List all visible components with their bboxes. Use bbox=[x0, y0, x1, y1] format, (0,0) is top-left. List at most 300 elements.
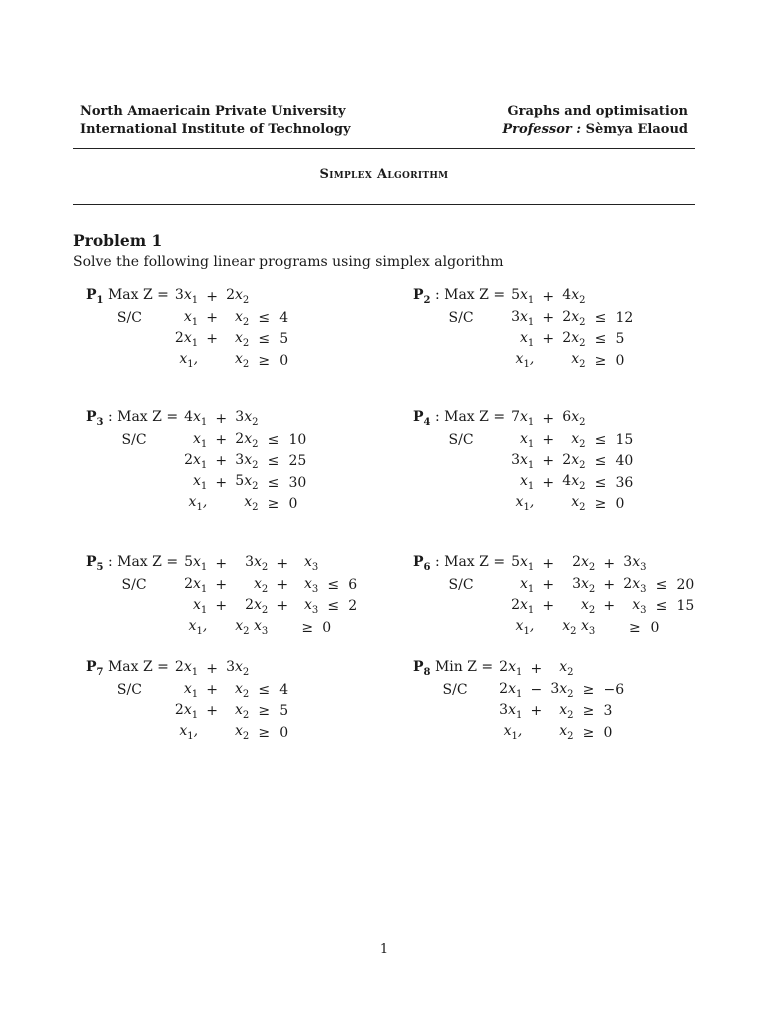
operator: + bbox=[215, 598, 228, 615]
variable-x2: $x_2$ bbox=[581, 575, 596, 595]
coefficient: 5 bbox=[235, 473, 245, 490]
coefficient: 5 bbox=[511, 287, 520, 304]
relation: ≤ bbox=[258, 681, 271, 698]
constraint-term bbox=[224, 329, 251, 350]
coefficient: 3 bbox=[572, 575, 581, 592]
linear-program-p5 bbox=[86, 553, 357, 638]
operator: + bbox=[542, 474, 555, 491]
spacer bbox=[86, 350, 173, 371]
variable-x2: $x_2$ bbox=[581, 554, 596, 574]
spacer bbox=[200, 722, 224, 743]
variable-x3: $x_3$ bbox=[632, 554, 647, 574]
constraint-term bbox=[182, 596, 209, 617]
coefficient: 2 bbox=[562, 308, 572, 325]
objective-term bbox=[233, 408, 260, 429]
header-right bbox=[502, 103, 688, 139]
rhs-value: 3 bbox=[603, 703, 613, 720]
nonneg-variable bbox=[233, 617, 270, 638]
program-sep: : bbox=[103, 409, 113, 426]
operator: + bbox=[206, 288, 218, 305]
constraint-term bbox=[560, 429, 587, 450]
relation: ≤ bbox=[267, 474, 280, 491]
objective-term bbox=[224, 286, 251, 307]
operator: + bbox=[542, 555, 555, 572]
relation: ≤ bbox=[594, 431, 607, 448]
operator: + bbox=[542, 431, 555, 448]
operator: + bbox=[530, 703, 543, 720]
coefficient: 2 bbox=[572, 554, 581, 571]
variable-x3: $x_3$ bbox=[576, 618, 596, 637]
nonneg-variable bbox=[182, 617, 209, 638]
program-id bbox=[86, 659, 104, 679]
coefficient: 2 bbox=[562, 451, 572, 468]
relation: ≥ bbox=[258, 703, 271, 720]
coefficient: 6 bbox=[562, 409, 572, 426]
coefficient: 2 bbox=[174, 701, 184, 718]
program-letter: P bbox=[413, 409, 424, 426]
operator: + bbox=[215, 410, 228, 427]
problem-title: Problem 1 bbox=[73, 231, 163, 250]
objective-label bbox=[86, 408, 182, 429]
variable-x1: $x_1$ bbox=[192, 451, 208, 471]
relation: ≤ bbox=[655, 576, 668, 593]
coefficient: 4 bbox=[184, 409, 193, 426]
constraint-term bbox=[497, 679, 524, 700]
operator: + bbox=[603, 598, 616, 615]
objective-term bbox=[548, 658, 575, 679]
constraint-term bbox=[621, 596, 648, 617]
operator: + bbox=[215, 474, 228, 491]
variable-x2: $x_2$ bbox=[235, 723, 250, 742]
constraint-term bbox=[224, 701, 251, 722]
operator: + bbox=[542, 453, 555, 470]
operator: + bbox=[542, 410, 555, 427]
coefficient: 4 bbox=[562, 473, 572, 490]
operator: + bbox=[542, 331, 555, 348]
operator: + bbox=[542, 309, 555, 326]
coefficient: 3 bbox=[235, 409, 245, 426]
st-label: S/C bbox=[116, 681, 142, 698]
nonneg-variable bbox=[497, 722, 524, 743]
coefficient: 2 bbox=[499, 680, 509, 697]
coefficient: 2 bbox=[562, 329, 572, 346]
variable-x1: $x_1$ bbox=[519, 329, 535, 349]
spacer bbox=[413, 350, 509, 371]
variable-x1: $x_1$ bbox=[519, 451, 535, 471]
coefficient: 3 bbox=[235, 451, 245, 468]
coefficient: 2 bbox=[226, 287, 236, 304]
coefficient: 2 bbox=[174, 659, 184, 676]
coefficient: 2 bbox=[499, 659, 509, 676]
document-title: Simplex Algorithm bbox=[319, 167, 449, 182]
constraint-term bbox=[560, 472, 587, 493]
coefficient: 7 bbox=[511, 409, 520, 426]
objective-term bbox=[509, 286, 536, 307]
st-label: S/C bbox=[448, 309, 474, 326]
program-letter: P bbox=[86, 554, 97, 571]
constraint-term bbox=[173, 329, 200, 350]
linear-program-p8 bbox=[413, 658, 624, 743]
relation: ≥ bbox=[594, 352, 607, 369]
bottom-rule bbox=[73, 204, 695, 205]
constraint-term bbox=[294, 596, 320, 617]
variable-x2: $x_2$ bbox=[559, 723, 574, 742]
coefficient: 3 bbox=[245, 554, 254, 571]
variable-x3: $x_3$ bbox=[304, 596, 319, 616]
constraint-term bbox=[497, 701, 524, 722]
relation: ≤ bbox=[267, 431, 280, 448]
variable-x2: $x_2$ bbox=[559, 701, 574, 721]
coefficient: 5 bbox=[511, 554, 520, 571]
variable-x2: $x_2$ bbox=[571, 430, 586, 450]
nonneg-variable bbox=[173, 350, 200, 371]
spacer bbox=[86, 596, 182, 617]
objective-text: Max Z = bbox=[117, 554, 179, 571]
variable-x1: $x_1$ bbox=[519, 554, 535, 574]
variable-x1: $x_1$ bbox=[519, 287, 535, 307]
constraint-term bbox=[294, 574, 320, 595]
variable-x1: $x_1$ bbox=[183, 287, 199, 307]
program-id bbox=[413, 409, 431, 429]
constraint-term bbox=[560, 596, 597, 617]
operator: + bbox=[206, 703, 218, 720]
variable-x3: $x_3$ bbox=[249, 618, 269, 637]
variable-x1: $x_1$, bbox=[188, 494, 208, 514]
variable-x1: $x_1$ bbox=[192, 596, 208, 616]
spacer bbox=[86, 617, 182, 638]
nonneg-variable bbox=[509, 617, 536, 638]
objective-text: Max Z = bbox=[444, 409, 506, 426]
header-left bbox=[80, 103, 351, 139]
relation: ≥ bbox=[267, 495, 280, 512]
spacer bbox=[86, 493, 182, 514]
linear-program-p4 bbox=[413, 408, 633, 514]
operator: + bbox=[215, 555, 228, 572]
coefficient: 2 bbox=[235, 430, 245, 447]
relation: ≥ bbox=[301, 619, 314, 636]
operator: + bbox=[276, 598, 289, 615]
variable-x1: $x_1$ bbox=[508, 659, 523, 679]
constraint-term bbox=[509, 307, 536, 328]
variable-x1: $x_1$, bbox=[188, 618, 208, 637]
objective-label bbox=[413, 658, 497, 679]
coefficient: 2 bbox=[184, 575, 193, 592]
top-rule bbox=[73, 148, 695, 149]
variable-x1: $x_1$ bbox=[183, 701, 199, 721]
variable-x2: $x_2$ bbox=[254, 596, 269, 616]
variable-x1: $x_1$ bbox=[192, 409, 208, 429]
operator: + bbox=[206, 309, 218, 326]
variable-x2: $x_2$ bbox=[235, 329, 250, 349]
spacer bbox=[86, 451, 182, 472]
operator: + bbox=[603, 576, 616, 593]
spacer bbox=[413, 329, 509, 350]
objective-label bbox=[86, 286, 173, 307]
constraint-term bbox=[182, 472, 209, 493]
program-id bbox=[86, 554, 104, 574]
relation: ≥ bbox=[582, 681, 595, 698]
nonneg-variable bbox=[560, 617, 597, 638]
constraint-term bbox=[224, 307, 251, 328]
variable-x2: $x_2$ bbox=[235, 659, 250, 679]
rhs-value: 15 bbox=[615, 431, 634, 448]
rhs-value: −6 bbox=[603, 681, 625, 698]
constraint-term bbox=[182, 574, 209, 595]
variable-x1: $x_1$, bbox=[503, 723, 523, 742]
linear-program-p6 bbox=[413, 553, 694, 638]
coefficient: 4 bbox=[562, 287, 572, 304]
relation: ≥ bbox=[582, 724, 595, 741]
rhs-value: 20 bbox=[676, 576, 695, 593]
objective-text: Max Z = bbox=[107, 659, 169, 676]
operator: + bbox=[206, 331, 218, 348]
variable-x2: $x_2$ bbox=[254, 554, 269, 574]
program-sep: : bbox=[430, 287, 440, 304]
objective-term bbox=[233, 553, 270, 574]
rhs-value: 2 bbox=[348, 598, 358, 615]
spacer bbox=[413, 722, 497, 743]
program-sep: : bbox=[103, 554, 113, 571]
rhs-value: 0 bbox=[615, 495, 625, 512]
variable-x2: $x_2$ bbox=[235, 287, 250, 307]
rhs-value: 0 bbox=[603, 724, 613, 741]
spacer bbox=[597, 617, 621, 638]
objective-term bbox=[560, 408, 587, 429]
variable-x1: $x_1$ bbox=[192, 554, 208, 574]
rhs-value: 6 bbox=[348, 576, 358, 593]
program-index: 6 bbox=[423, 562, 431, 574]
program-index: 2 bbox=[423, 295, 431, 307]
st-label: S/C bbox=[121, 576, 147, 593]
spacer bbox=[413, 493, 509, 514]
rhs-value: 10 bbox=[288, 431, 307, 448]
constraint-term bbox=[560, 329, 587, 350]
coefficient: 3 bbox=[511, 308, 520, 325]
variable-x3: $x_3$ bbox=[304, 554, 319, 574]
constraint-term bbox=[509, 329, 536, 350]
variable-x2: $x_2$ bbox=[571, 494, 586, 514]
spacer bbox=[413, 701, 497, 722]
program-letter: P bbox=[413, 554, 424, 571]
st-label: S/C bbox=[121, 431, 147, 448]
objective-term bbox=[173, 658, 200, 679]
variable-x1: $x_1$ bbox=[192, 575, 208, 595]
nonneg-variable bbox=[509, 350, 536, 371]
variable-x2: $x_2$ bbox=[244, 451, 259, 471]
variable-x2: $x_2$ bbox=[244, 494, 259, 514]
rhs-value: 0 bbox=[279, 724, 289, 741]
variable-x2: $x_2$ bbox=[235, 701, 250, 721]
variable-x2: $x_2$ bbox=[571, 329, 586, 349]
variable-x2: $x_2$ bbox=[571, 351, 586, 370]
coefficient: 2 bbox=[184, 451, 193, 468]
program-letter: P bbox=[413, 287, 424, 304]
relation: ≤ bbox=[594, 331, 607, 348]
program-id bbox=[86, 287, 104, 307]
program-letter: P bbox=[86, 659, 97, 676]
objective-term bbox=[182, 553, 209, 574]
variable-x1: $x_1$, bbox=[515, 494, 535, 514]
variable-x1: $x_1$ bbox=[508, 701, 523, 721]
spacer bbox=[209, 493, 233, 514]
program-letter: P bbox=[86, 287, 97, 304]
spacer bbox=[413, 472, 509, 493]
professor-name: Sèmya Elaoud bbox=[585, 122, 688, 137]
coefficient: 2 bbox=[174, 329, 184, 346]
coefficient: 2 bbox=[511, 596, 520, 613]
objective-term bbox=[560, 553, 597, 574]
spacer bbox=[86, 472, 182, 493]
rhs-value: 15 bbox=[676, 598, 695, 615]
coefficient: 3 bbox=[499, 701, 509, 718]
variable-x1: $x_1$ bbox=[519, 575, 535, 595]
variable-x2: $x_2$ bbox=[244, 473, 259, 492]
operator: + bbox=[215, 576, 228, 593]
rhs-value: 4 bbox=[279, 309, 289, 326]
rhs-value: 40 bbox=[615, 453, 634, 470]
variable-x3: $x_3$ bbox=[632, 596, 647, 616]
nonneg-variable bbox=[224, 350, 251, 371]
program-id bbox=[413, 554, 431, 574]
variable-x2: $x_2$ bbox=[562, 618, 577, 637]
relation: ≥ bbox=[594, 495, 607, 512]
constraint-term bbox=[621, 574, 648, 595]
variable-x2: $x_2$ bbox=[571, 451, 586, 471]
relation: ≤ bbox=[594, 453, 607, 470]
constraint-term bbox=[173, 307, 200, 328]
operator: + bbox=[206, 660, 218, 677]
variable-x2: $x_2$ bbox=[254, 575, 269, 595]
program-index: 1 bbox=[96, 295, 104, 307]
objective-text: Max Z = bbox=[444, 287, 506, 304]
operator: + bbox=[542, 288, 555, 305]
spacer bbox=[536, 493, 560, 514]
variable-x1: $x_1$ bbox=[519, 308, 535, 328]
objective-label bbox=[413, 286, 509, 307]
st-label: S/C bbox=[442, 681, 468, 698]
rhs-value: 5 bbox=[279, 331, 289, 348]
operator: + bbox=[276, 576, 289, 593]
variable-x1: $x_1$, bbox=[179, 723, 199, 742]
variable-x1: $x_1$ bbox=[519, 430, 535, 450]
spacer bbox=[86, 329, 173, 350]
variable-x3: $x_3$ bbox=[632, 575, 647, 595]
variable-x1: $x_1$ bbox=[192, 430, 208, 450]
objective-text: Min Z = bbox=[434, 659, 494, 676]
rhs-value: 5 bbox=[615, 331, 625, 348]
variable-x2: $x_2$ bbox=[244, 409, 259, 429]
linear-program-p2 bbox=[413, 286, 633, 371]
university-name: North Amaericain Private University bbox=[80, 104, 346, 119]
variable-x2: $x_2$ bbox=[235, 680, 250, 700]
variable-x2: $x_2$ bbox=[559, 659, 574, 679]
objective-term bbox=[560, 286, 587, 307]
variable-x2: $x_2$ bbox=[571, 473, 586, 492]
objective-term bbox=[509, 408, 536, 429]
coefficient: 2 bbox=[623, 575, 633, 592]
variable-x1: $x_1$, bbox=[179, 351, 199, 370]
nonneg-variable bbox=[233, 493, 260, 514]
relation: ≥ bbox=[582, 703, 595, 720]
variable-x2: $x_2$ bbox=[235, 308, 250, 328]
rhs-value: 4 bbox=[279, 681, 289, 698]
nonneg-variable bbox=[560, 493, 587, 514]
operator: + bbox=[215, 431, 228, 448]
professor-label: Professor : bbox=[502, 122, 582, 137]
variable-x1: $x_1$ bbox=[519, 473, 535, 492]
objective-term bbox=[294, 553, 320, 574]
objective-text: Max Z = bbox=[444, 554, 506, 571]
course-name: Graphs and optimisation bbox=[507, 104, 688, 119]
coefficient: 3 bbox=[511, 451, 520, 468]
spacer bbox=[86, 722, 173, 743]
st-label: S/C bbox=[116, 309, 142, 326]
rhs-value: 36 bbox=[615, 474, 634, 491]
variable-x2: $x_2$ bbox=[235, 618, 250, 637]
constraint-term bbox=[560, 451, 587, 472]
objective-label bbox=[413, 553, 509, 574]
constraint-term bbox=[548, 701, 575, 722]
variable-x2: $x_2$ bbox=[244, 430, 259, 450]
objective-term bbox=[182, 408, 209, 429]
variable-x2: $x_2$ bbox=[559, 680, 574, 700]
coefficient: 5 bbox=[184, 554, 193, 571]
objective-term bbox=[497, 658, 524, 679]
nonneg-variable bbox=[560, 350, 587, 371]
variable-x3: $x_3$ bbox=[304, 575, 319, 595]
variable-x1: $x_1$ bbox=[519, 409, 535, 429]
variable-x1: $x_1$ bbox=[183, 308, 199, 328]
program-letter: P bbox=[86, 409, 97, 426]
constraint-term bbox=[182, 451, 209, 472]
constraint-term bbox=[233, 451, 260, 472]
relation: ≤ bbox=[594, 309, 607, 326]
constraint-term bbox=[224, 679, 251, 700]
relation: ≥ bbox=[258, 724, 271, 741]
coefficient: 3 bbox=[623, 554, 633, 571]
constraint-term bbox=[233, 472, 260, 493]
program-id bbox=[413, 659, 431, 679]
coefficient: 3 bbox=[174, 287, 184, 304]
relation: ≤ bbox=[327, 576, 340, 593]
operator: + bbox=[603, 555, 616, 572]
rhs-value: 0 bbox=[322, 619, 332, 636]
objective-term bbox=[509, 553, 536, 574]
variable-x1: $x_1$ bbox=[508, 680, 523, 700]
rhs-value: 0 bbox=[279, 352, 289, 369]
nonneg-variable bbox=[548, 722, 575, 743]
variable-x2: $x_2$ bbox=[571, 287, 586, 307]
constraint-term bbox=[509, 574, 536, 595]
relation: ≥ bbox=[258, 352, 271, 369]
coefficient: 3 bbox=[550, 680, 560, 697]
nonneg-variable bbox=[173, 722, 200, 743]
objective-term bbox=[621, 553, 648, 574]
operator: + bbox=[276, 555, 289, 572]
operator: + bbox=[206, 681, 218, 698]
rhs-value: 0 bbox=[650, 619, 660, 636]
variable-x1: $x_1$ bbox=[519, 596, 535, 616]
st-label: S/C bbox=[448, 576, 474, 593]
constraint-term bbox=[509, 451, 536, 472]
constraint-term bbox=[173, 679, 200, 700]
institute-name: International Institute of Technology bbox=[80, 122, 351, 137]
variable-x1: $x_1$ bbox=[183, 659, 199, 679]
constraint-term bbox=[560, 307, 587, 328]
variable-x2: $x_2$ bbox=[571, 409, 586, 429]
program-id bbox=[86, 409, 104, 429]
nonneg-variable bbox=[182, 493, 209, 514]
